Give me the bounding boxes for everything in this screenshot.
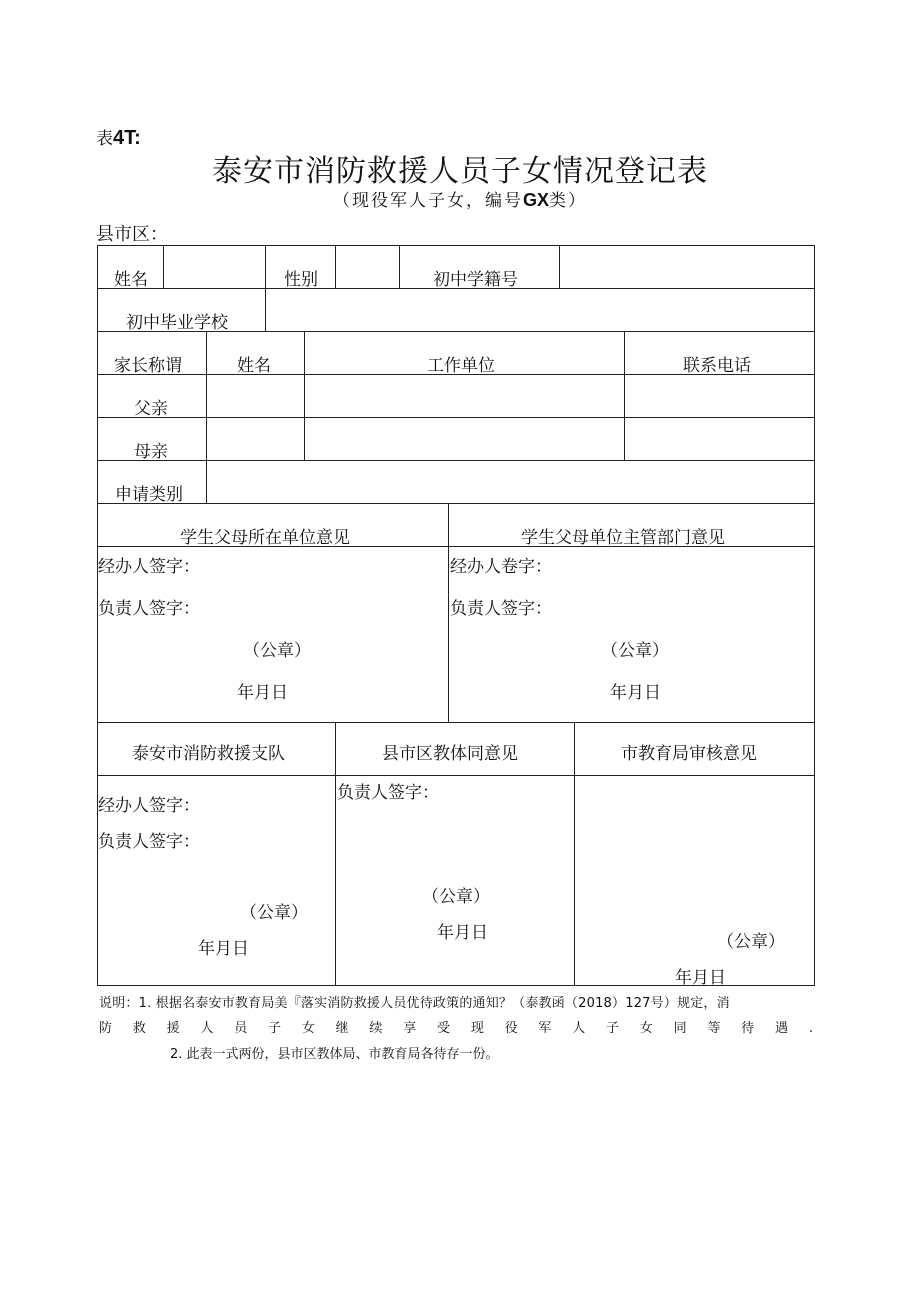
phone-header: 联系电话 <box>683 356 751 376</box>
father-workplace-field[interactable] <box>305 375 623 417</box>
brigade-responsible-signature-label: 负责人签字： <box>98 832 200 852</box>
father-phone-field[interactable] <box>625 375 814 417</box>
fire-brigade-header: 泰安市消防救援支队 <box>132 744 285 764</box>
city-seal-label: （公章） <box>717 932 785 952</box>
page-title: 泰安市消防救援人员子女情况登记表 <box>212 154 708 189</box>
left-responsible-signature-label: 负责人签字： <box>98 599 200 619</box>
relation-header: 家长称谓 <box>114 356 182 376</box>
county-label: 县市区： <box>96 224 168 245</box>
supervisor-opinion-header: 学生父母单位主管部门意见 <box>521 528 725 548</box>
note-line-2: 防救援人员子女继续享受现役军人子女同等待遇. <box>99 1021 815 1036</box>
left-date-label: 年月日 <box>237 683 288 703</box>
mother-workplace-field[interactable] <box>305 418 623 460</box>
right-handler-signature-label: 经办人卷字： <box>450 557 552 577</box>
gender-field[interactable] <box>336 246 398 288</box>
brigade-handler-signature-label: 经办人签字： <box>98 796 200 816</box>
county-seal-label: （公章） <box>422 887 490 907</box>
county-responsible-signature-label: 负责人签字： <box>337 783 439 803</box>
city-education-header: 市教育局审核意见 <box>621 744 757 764</box>
city-date-label: 年月日 <box>675 968 726 988</box>
school-label: 初中毕业学校 <box>126 313 228 333</box>
student-id-field[interactable] <box>560 246 814 288</box>
category-field[interactable] <box>207 461 814 503</box>
form-number: 表4T: <box>96 127 141 149</box>
brigade-date-label: 年月日 <box>198 939 249 959</box>
student-id-label: 初中学籍号 <box>433 270 518 290</box>
gender-label: 性别 <box>284 270 318 290</box>
county-education-header: 县市区教体同意见 <box>382 744 518 764</box>
mother-phone-field[interactable] <box>625 418 814 460</box>
note-line-3: 2. 此表一式两份，县市区教体局、市教育局各待存一份。 <box>170 1047 499 1062</box>
county-date-label: 年月日 <box>437 923 488 943</box>
parent-name-header: 姓名 <box>237 356 271 376</box>
school-field[interactable] <box>266 289 814 331</box>
right-seal-label: （公章） <box>601 641 669 661</box>
page-subtitle: （现役军人子女，编号GX类） <box>332 190 587 211</box>
mother-name-field[interactable] <box>207 418 303 460</box>
left-seal-label: （公章） <box>243 641 311 661</box>
right-date-label: 年月日 <box>610 683 661 703</box>
category-label: 申请类别 <box>115 485 183 505</box>
student-name-label: 姓名 <box>114 270 148 290</box>
note-line-1: 说明：1. 根据名泰安市教育局美『落实消防救援人员优待政策的通知？（泰教函（2018）127号）规定，消 <box>99 996 730 1011</box>
mother-label: 母亲 <box>134 442 168 462</box>
left-handler-signature-label: 经办人签字： <box>98 557 200 577</box>
father-label: 父亲 <box>134 399 168 419</box>
workplace-header: 工作单位 <box>427 356 495 376</box>
right-responsible-signature-label: 负责人签字： <box>450 599 552 619</box>
father-name-field[interactable] <box>207 375 303 417</box>
parent-unit-opinion-header: 学生父母所在单位意见 <box>180 528 350 548</box>
student-name-field[interactable] <box>164 246 264 288</box>
brigade-seal-label: （公章） <box>240 903 308 923</box>
